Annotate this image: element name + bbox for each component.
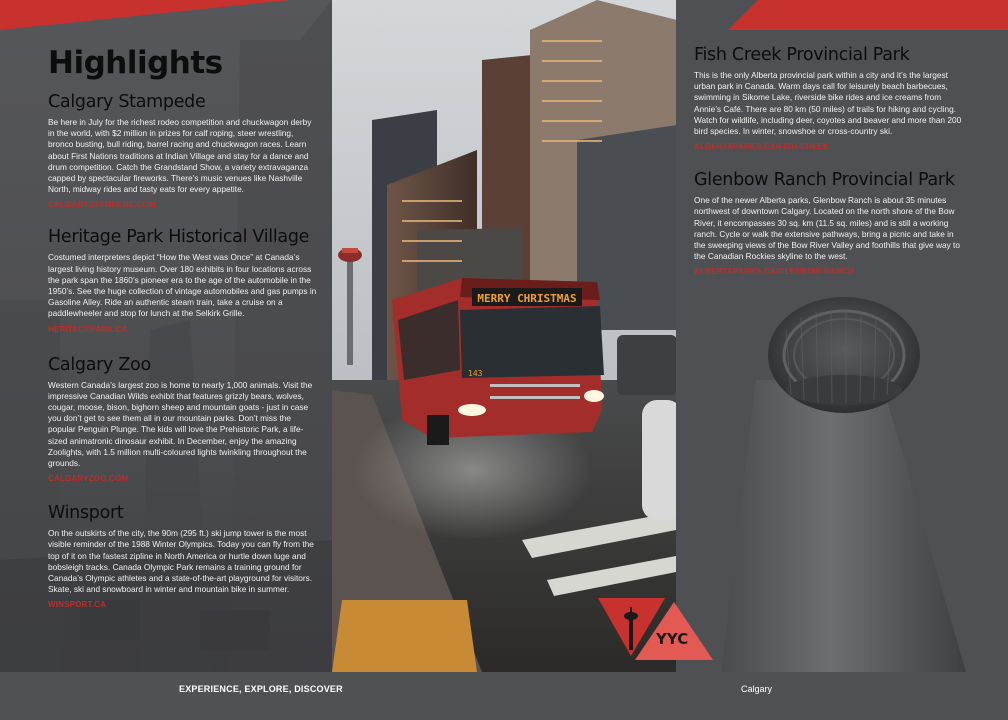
section-link[interactable]: ALBERTAPARKS.CA/GLENBOW-RANCH [694,267,854,277]
section-calgary-zoo [48,354,318,484]
section-heading: Heritage Park Historical Village [48,227,310,248]
page-title: Highlights [48,45,223,81]
yyc-logo-text: YYC [656,630,689,648]
section-link[interactable]: CALGARYZOO.COM [48,474,129,484]
bus-street-scene [332,0,676,672]
section-body: On the outskirts of the city, the 90m (295 ft.) ski jump tower is the most visible reminder of the 1988 Winter Olympics. Today you can fly from the top of it on the fastest zipline in North America or hurtle down luge and bobsleigh tracks. Canada Olympic Park remains a training ground for Canada’s Olympic athletes and a state-of-the-art playground for visitors. Skate, ski and snowboard in winter and mountain bike in summer. [48,528,314,595]
section-calgary-stampede [48,91,318,209]
corner-accent-banner [728,0,1008,30]
section-heading: Calgary Stampede [48,92,206,112]
footer-city: Calgary [741,684,773,694]
left-panel [0,0,332,672]
section-heritage-park [48,226,318,333]
section-heading: Winsport [48,503,124,524]
yyc-logo [598,598,713,660]
section-body: Be here in July for the richest rodeo competition and chuckwagon derby in the world, with $2 million in prizes for calf roping, steer wrestling, bronco busting, bull riding, barrel racing and chuckwagon races. Learn about First Nations traditions at Indian Village and stay for a dance and drum competition. Catch the Grandstand Show, a variety extravaganza capped by spectacular fireworks. There’s music venues like Nashville North, midway rides and tasty eats for every appetite. [48,117,312,195]
footer-tagline: EXPERIENCE, EXPLORE, DISCOVER [179,684,343,694]
section-link[interactable]: ALBERTAPARKS.CA/FISH-CREEK [694,142,830,152]
section-link[interactable]: WINSPORT.CA [48,600,107,610]
section-winsport [48,502,318,609]
section-link[interactable]: HERITAGEPARK.CA [48,324,128,334]
section-body: One of the newer Alberta parks, Glenbow Ranch is about 35 minutes northwest of downtown Calgary. Located on the north shore of the Bow River, it encompasses 30 sq. km (11.5 sq. miles) and is still a working ranch. Cycle or walk the extensive pathways, bring a picnic and take in the sweeping views of the Bow River Valley and foothills that give way to the Canadian Rockies skyline to the west. [694,195,960,262]
bus-number: 143 [468,369,483,378]
section-link[interactable]: CALGARYSTAMPEDE.COM [48,200,156,210]
highlights-column [48,44,318,609]
footer-bar [0,672,1008,720]
parks-column [694,44,964,276]
corner-accent-triangle [0,0,290,30]
right-panel [676,0,1008,672]
section-body: Costumed interpreters depict “How the West was Once” at Canada’s largest living history museum. Over 180 exhibits in four locations across the park span the 1860’s pioneer era to the age of the automobile in the 1950’s. See the huge collection of vintage automobiles and gas pumps in Gasoline Alley. Ride an authentic steam train, take a cruise on a paddlewheeler and stop for lunch at the Selkirk Grille. [48,252,317,319]
section-heading: Glenbow Ranch Provincial Park [694,170,955,191]
street-photo [332,0,676,672]
section-fish-creek [694,44,964,151]
section-body: This is the only Alberta provincial park within a city and it’s the largest urban park in Canada. Warm days call for leisurely beach barbecues, swimming in Sikome Lake, riverside bike rides and ice creams from Annie’s Café. There are 80 km (50 miles) of trails for hiking and cycling. Watch for wildlife, including deer, coyotes and beaver and more than 200 bird species. In winter, snowshoe or cross-country ski. [694,70,962,137]
section-glenbow-ranch [694,169,964,276]
section-heading: Fish Creek Provincial Park [694,45,910,65]
section-body: Western Canada’s largest zoo is home to nearly 1,000 animals. Visit the impressive Canadian Wilds exhibit that features grizzly bears, wolves, cougar, moose, bison, bighorn sheep and mountain goats - just in case you don’t get to see them all in our mountain parks. Don’t miss the popular Penguin Plunge. The kids will love the Prehistoric Park, a life-sized animatronic dinosaur exhibit. In December, enjoy the amazing Zoolights, with 1.5 million multi-coloured lights twinkling throughout the grounds. [48,379,313,469]
section-heading: Calgary Zoo [48,354,151,375]
bus-destination-sign: MERRY CHRISTMAS [477,292,577,305]
